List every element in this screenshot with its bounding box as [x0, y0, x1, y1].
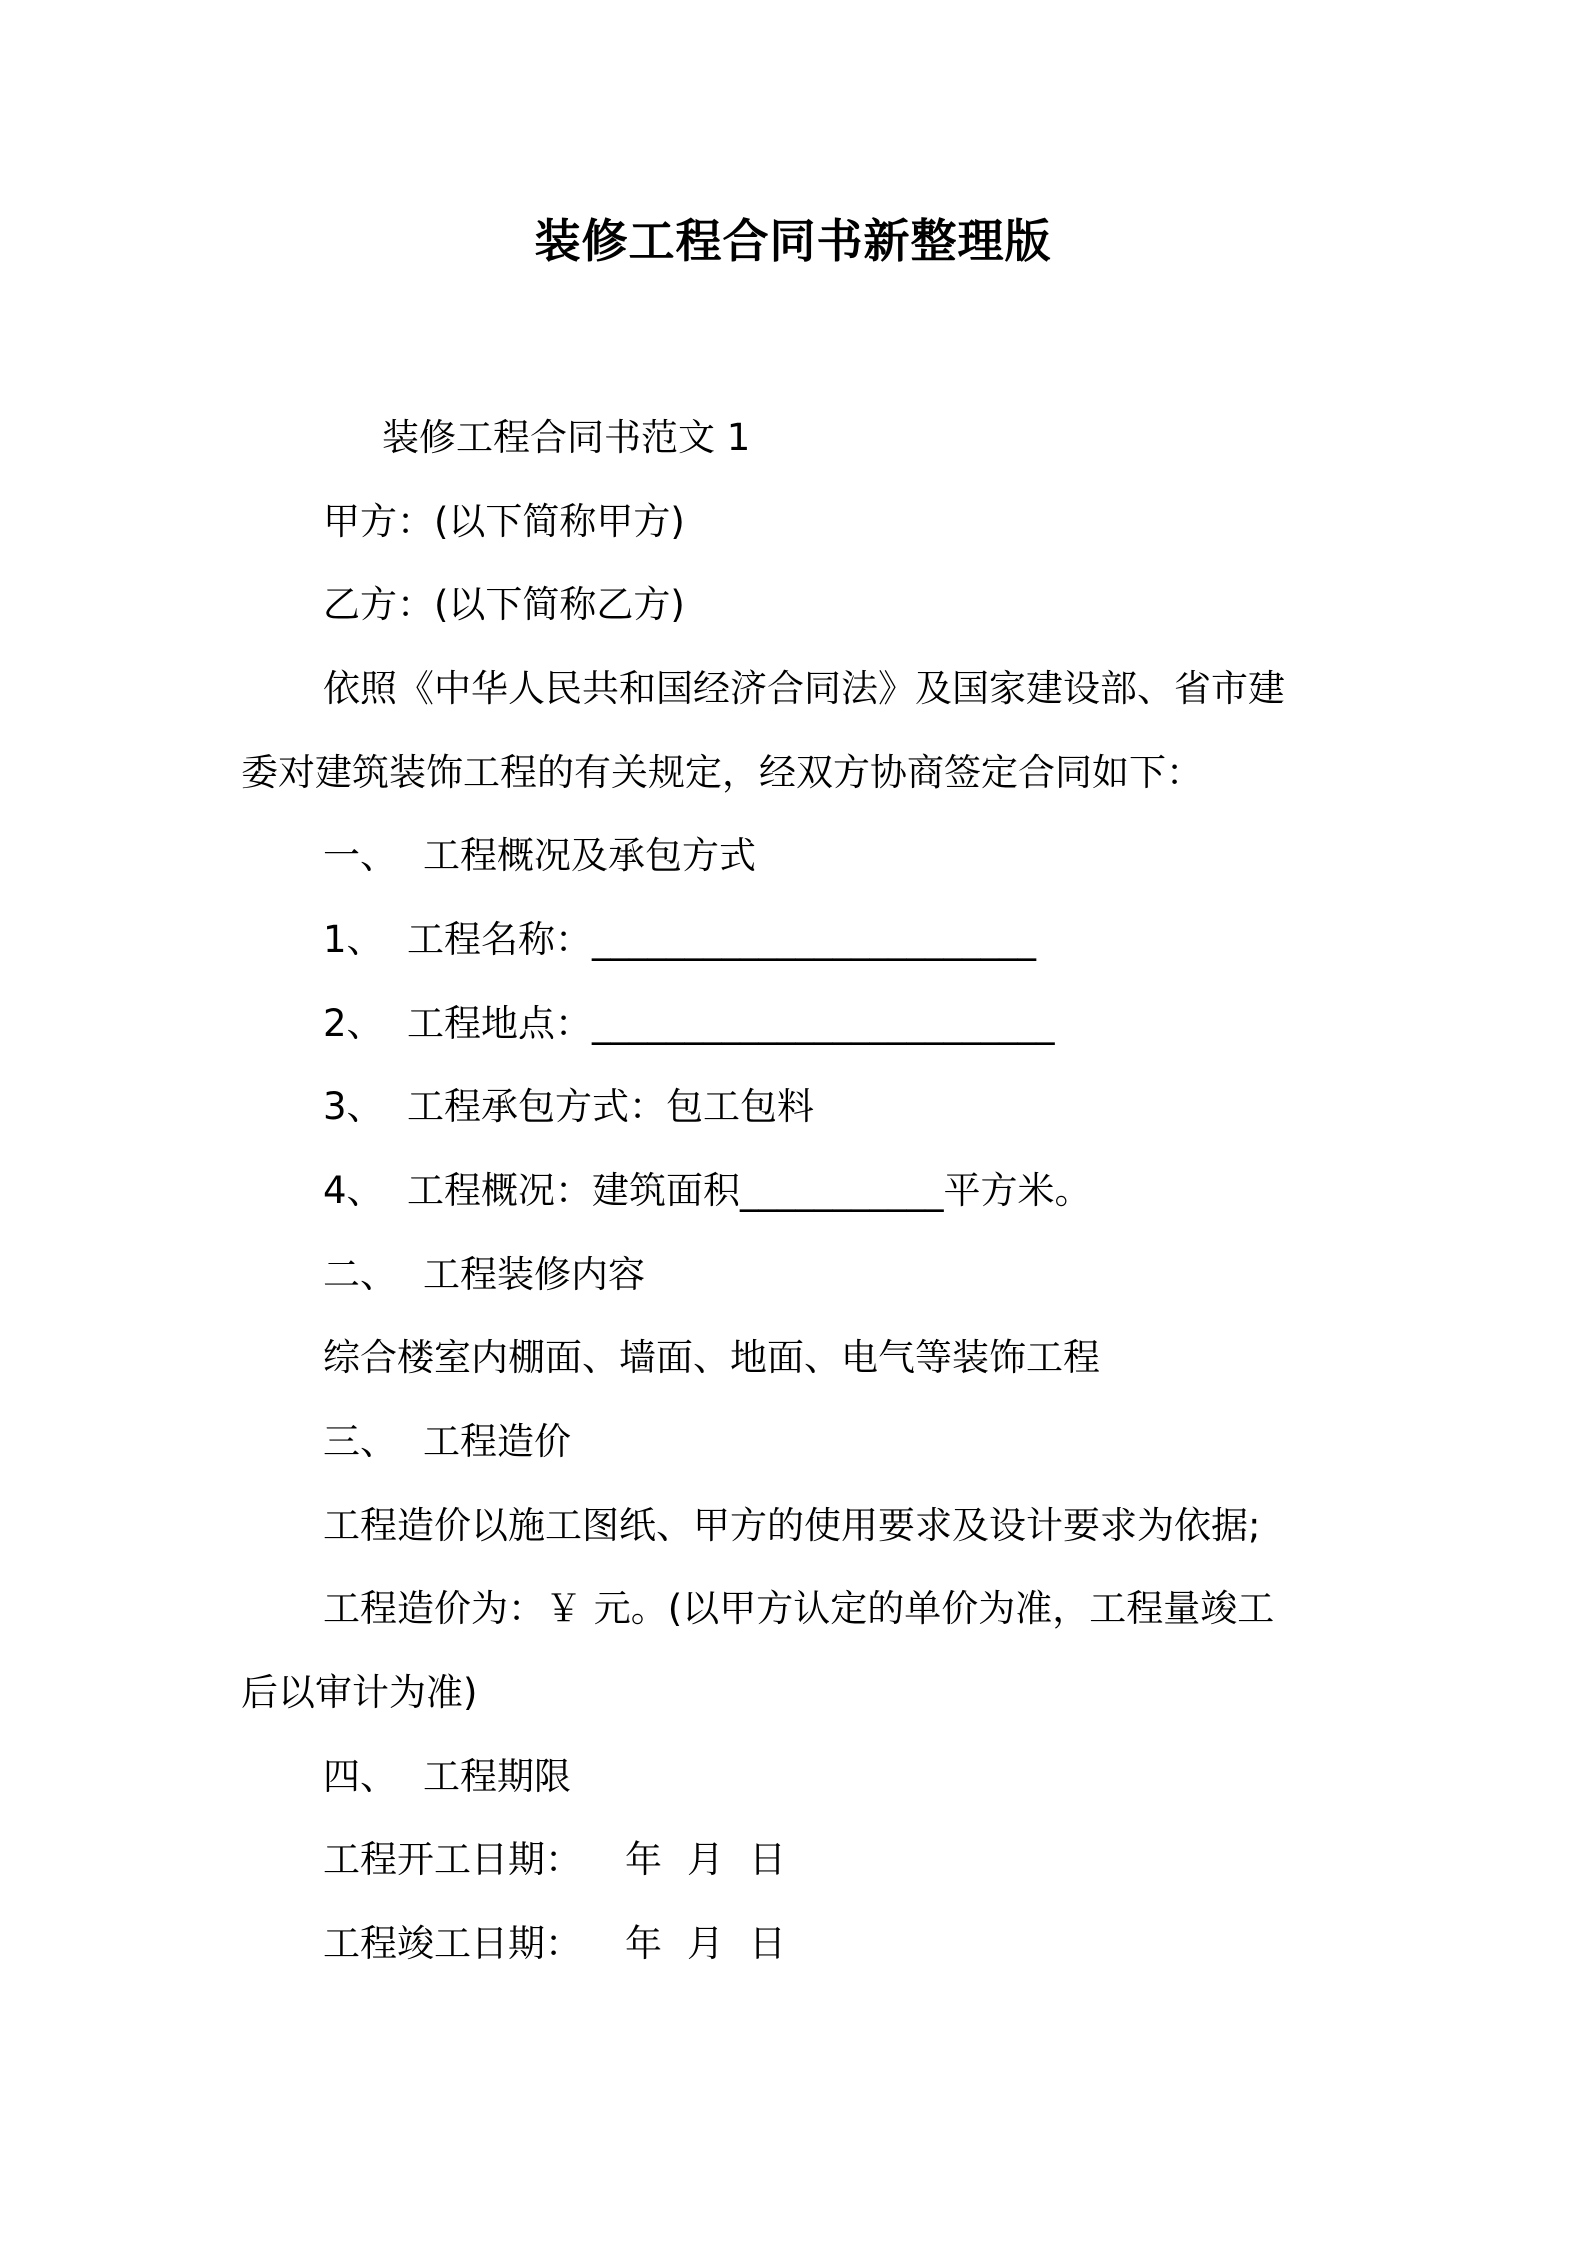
item-project-location [323, 999, 1055, 1049]
date-day: 日 [749, 1838, 786, 1881]
section-3-heading [323, 1417, 571, 1467]
section-number: 二、 [323, 1253, 397, 1296]
date-label: 工程竣工日期： [323, 1922, 582, 1965]
section-number: 一、 [323, 834, 397, 877]
intro-line-2: 委对建筑装饰工程的有关规定，经双方协商签定合同如下： [241, 751, 1203, 794]
date-year: 年 [625, 1838, 662, 1881]
item-number: 3、 [323, 1085, 384, 1128]
item-project-name [323, 915, 1036, 965]
item-number: 4、 [323, 1169, 384, 1212]
section-number: 四、 [323, 1755, 397, 1798]
date-label: 工程开工日期： [323, 1838, 582, 1881]
price-line-2: 后以审计为准) [241, 1671, 478, 1714]
subtitle: 装修工程合同书范文 1 [382, 416, 751, 459]
date-month: 月 [687, 1838, 724, 1881]
item-number: 2、 [323, 1002, 384, 1045]
date-year: 年 [625, 1922, 662, 1965]
section-title: 工程概况及承包方式 [423, 834, 756, 877]
section-title: 工程期限 [423, 1755, 571, 1798]
fill-blank: ___________ [740, 1169, 944, 1212]
item-suffix: 平方米。 [943, 1169, 1092, 1212]
item-project-overview [323, 1166, 1092, 1216]
item-label: 工程地点： [407, 1002, 592, 1045]
document-title: 装修工程合同书新整理版 [534, 214, 1052, 268]
item-label: 工程名称： [407, 918, 592, 961]
end-date [323, 1919, 786, 1969]
section-number: 三、 [323, 1420, 397, 1463]
date-day: 日 [749, 1922, 786, 1965]
fill-blank: ________________________ [592, 918, 1036, 961]
content-text: 综合楼室内棚面、墙面、地面、电气等装饰工程 [323, 1336, 1100, 1379]
date-month: 月 [687, 1922, 724, 1965]
intro-line-1: 依照《中华人民共和国经济合同法》及国家建设部、省市建 [323, 667, 1285, 710]
party-b: 乙方：(以下简称乙方) [323, 583, 685, 626]
section-title: 工程装修内容 [423, 1253, 645, 1296]
item-number: 1、 [323, 918, 384, 961]
item-label: 工程承包方式：包工包料 [407, 1085, 814, 1128]
fill-blank: _________________________ [592, 1002, 1055, 1045]
item-contract-method [323, 1082, 814, 1132]
section-1-heading [323, 831, 756, 881]
section-title: 工程造价 [423, 1420, 571, 1463]
section-4-heading [323, 1752, 571, 1802]
party-a: 甲方：(以下简称甲方) [323, 500, 685, 543]
price-basis: 工程造价以施工图纸、甲方的使用要求及设计要求为依据; [323, 1504, 1261, 1547]
item-label: 工程概况：建筑面积 [407, 1169, 740, 1212]
start-date [323, 1835, 786, 1885]
section-2-heading [323, 1250, 645, 1300]
price-line-1: 工程造价为：￥ 元。(以甲方认定的单价为准，工程量竣工 [323, 1587, 1275, 1630]
